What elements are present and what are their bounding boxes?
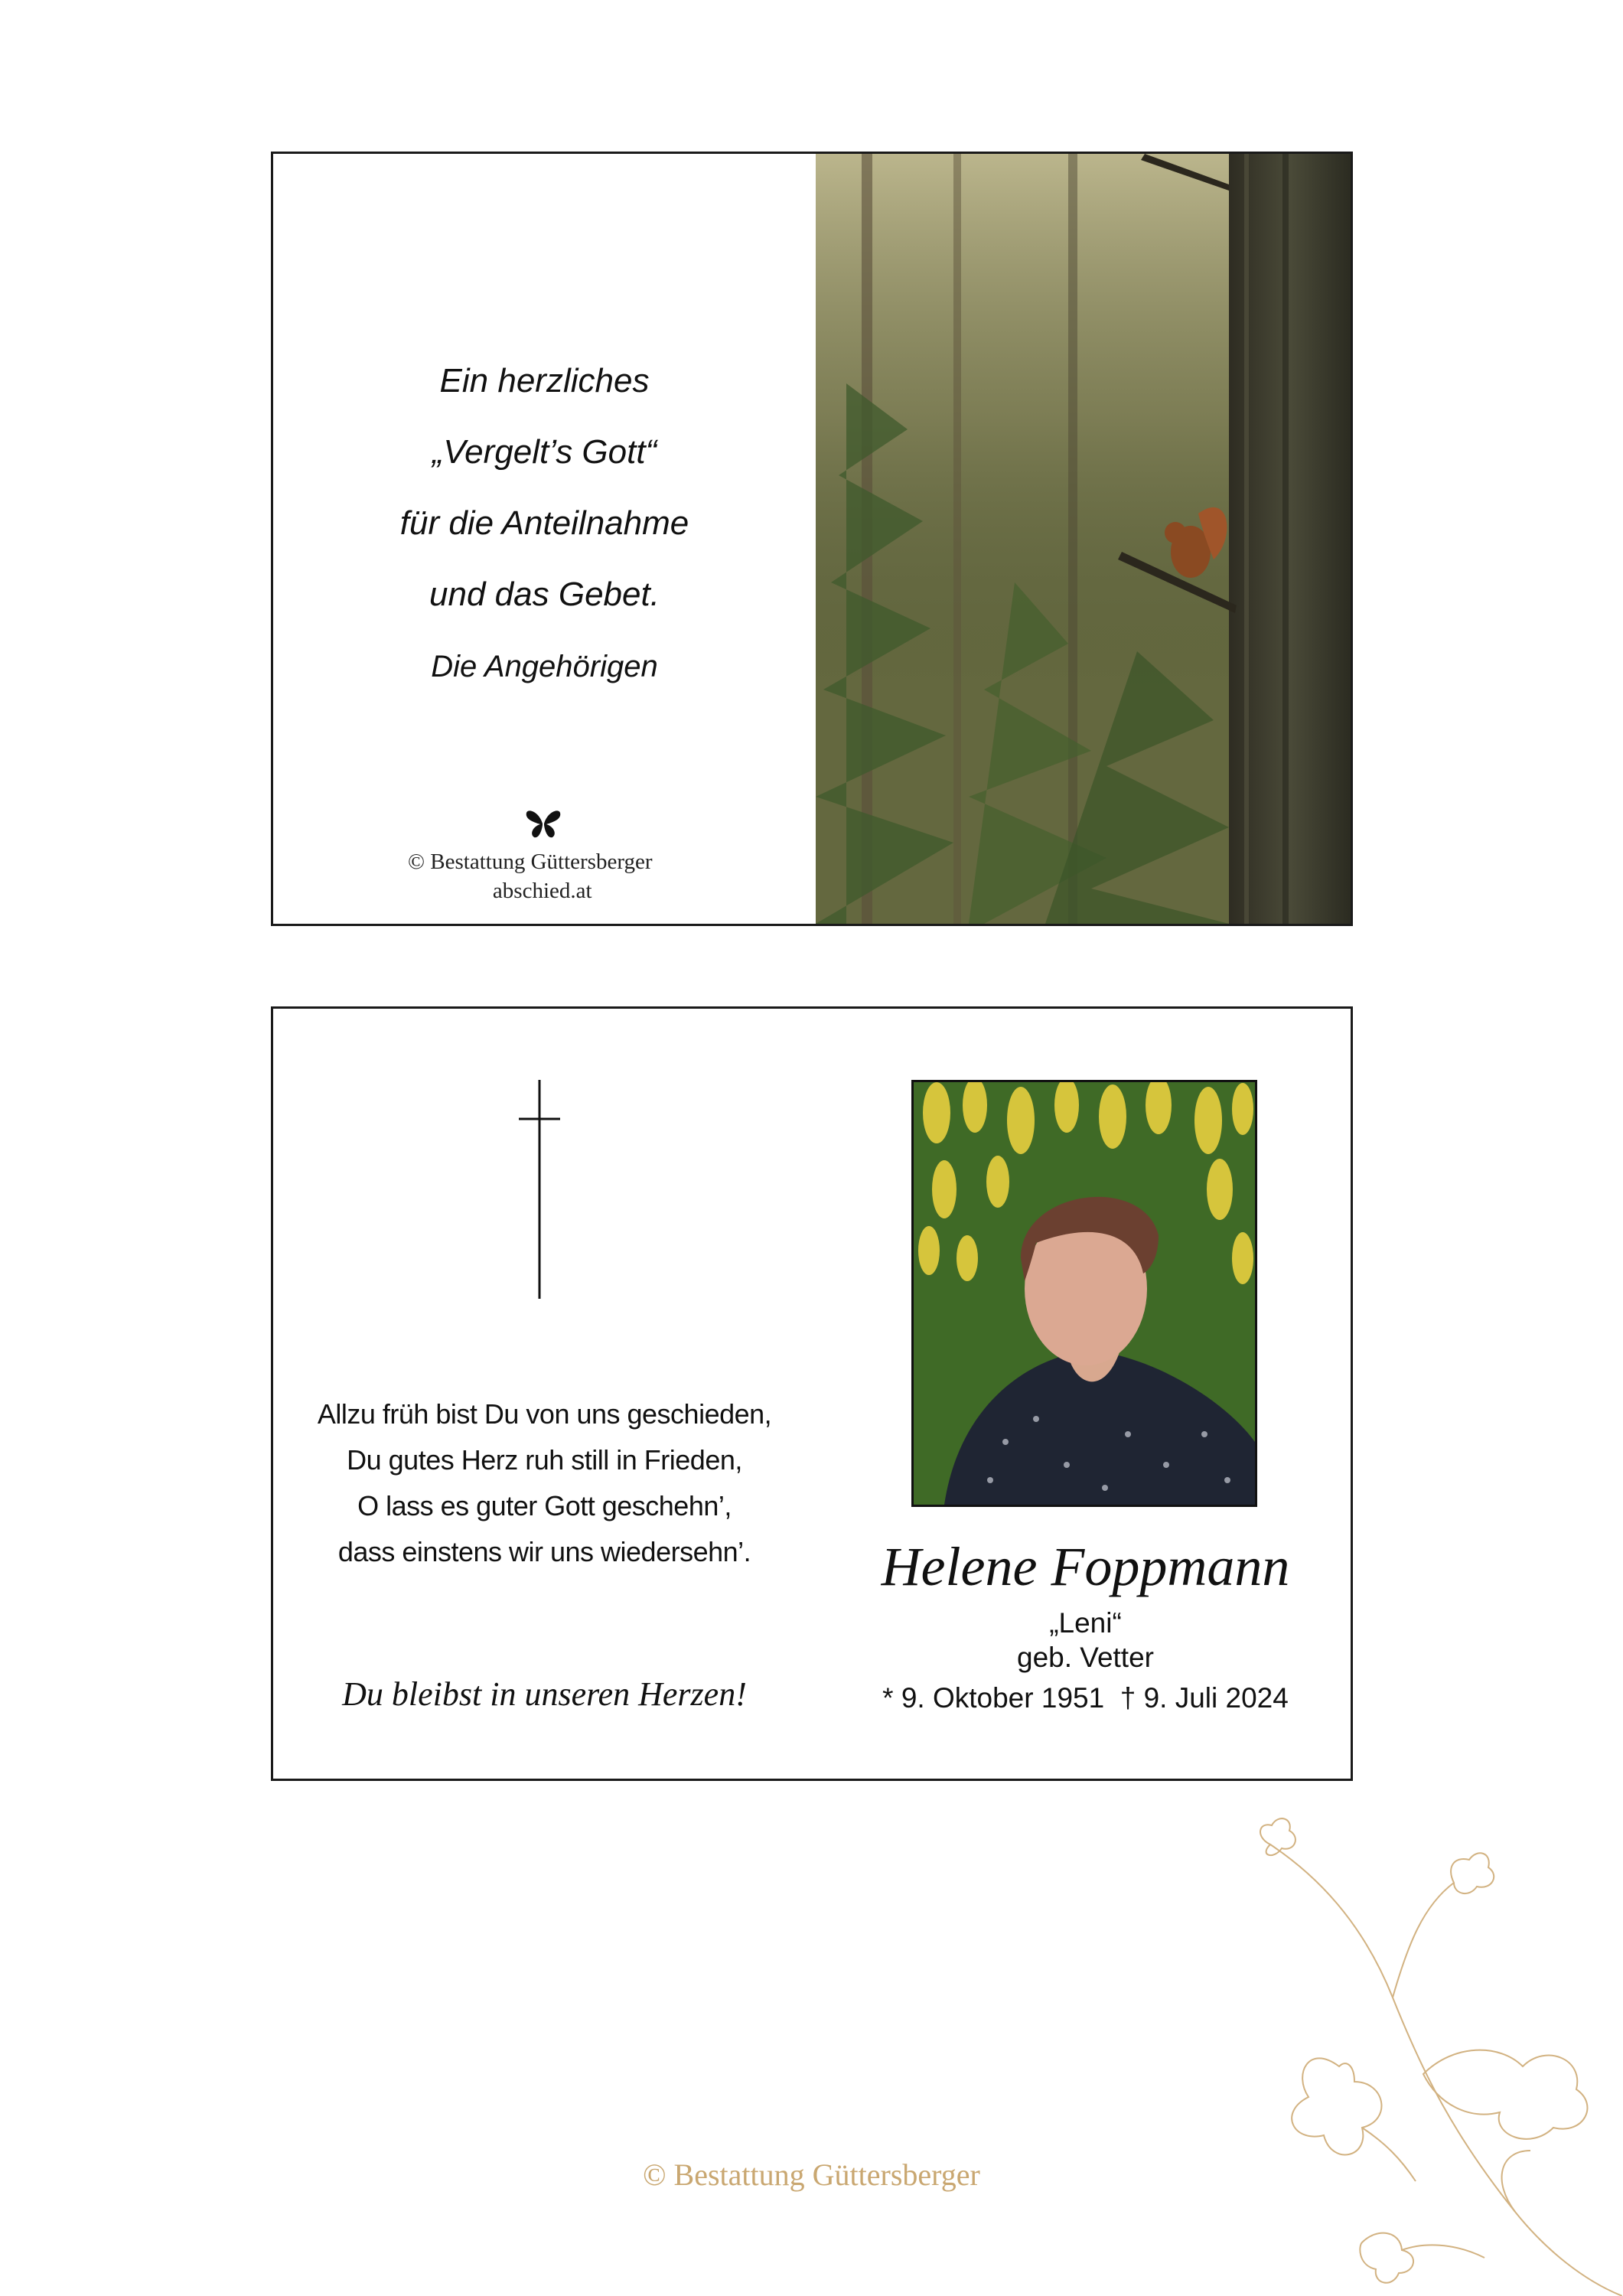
thanks-line-4: und das Gebet. xyxy=(429,576,660,613)
verse-line-4: dass einstens wir uns wiedersehn’. xyxy=(337,1536,751,1567)
life-dates: * 9. Oktober 1951 † 9. Juli 2024 xyxy=(882,1682,1289,1714)
funeral-home-copyright: © Bestattung Güttersberger xyxy=(408,850,653,874)
thanks-text-panel xyxy=(273,154,816,924)
thanks-line-2: „Vergelt’s Gott“ xyxy=(432,433,657,471)
deceased-portrait-photo xyxy=(911,1080,1257,1507)
funeral-home-website: abschied.at xyxy=(492,879,592,903)
floral-ornament xyxy=(1224,1814,1622,2296)
deceased-name: Helene Foppmann xyxy=(881,1536,1290,1597)
memorial-motto: Du bleibst in unseren Herzen! xyxy=(342,1675,747,1713)
thanks-line-3: für die Anteilnahme xyxy=(399,504,689,542)
forest-squirrel-photo xyxy=(816,154,1353,924)
verse-line-3: O lass es guter Gott geschehn’, xyxy=(357,1490,732,1521)
thanks-card xyxy=(271,152,1353,926)
deceased-birth-name: geb. Vetter xyxy=(1017,1642,1154,1673)
verse-line-2: Du gutes Herz ruh still in Frieden, xyxy=(347,1444,742,1476)
cross-icon xyxy=(519,1080,560,1299)
page-footer-copyright: © Bestattung Güttersberger xyxy=(643,2157,980,2192)
verse-line-1: Allzu früh bist Du von uns geschieden, xyxy=(317,1398,772,1430)
thanks-signature: Die Angehörigen xyxy=(431,650,658,683)
deceased-nickname: „Leni“ xyxy=(1049,1607,1122,1639)
butterfly-icon xyxy=(525,808,562,839)
thanks-line-1: Ein herzliches xyxy=(439,362,650,400)
memorial-verse xyxy=(273,1391,816,1575)
funeral-home-credit xyxy=(408,847,652,905)
memorial-card xyxy=(271,1006,1353,1781)
